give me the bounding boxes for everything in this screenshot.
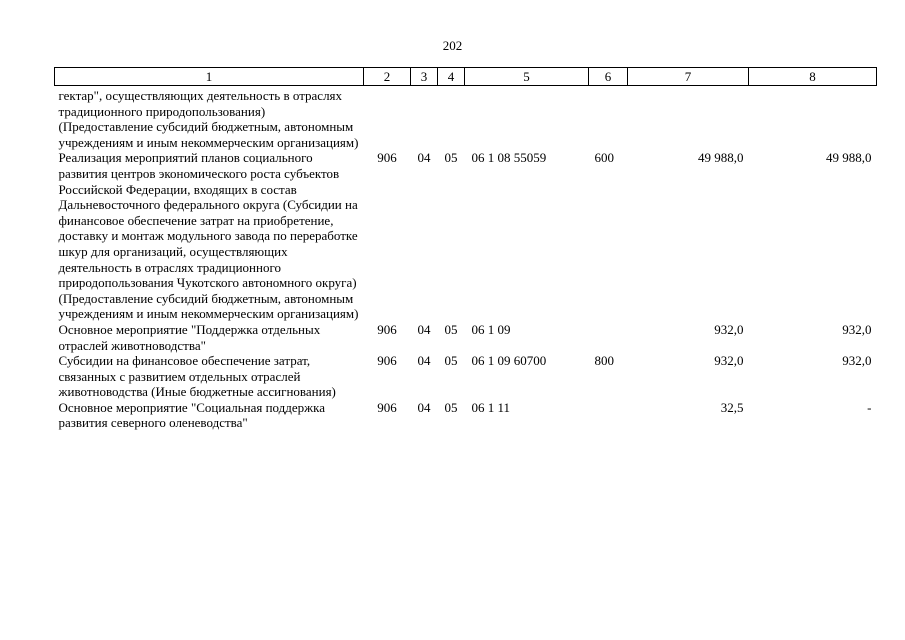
row-grbs: 906	[377, 399, 397, 415]
row-grbs: 906	[377, 321, 397, 337]
row-name: Реализация мероприятий планов социального развития центров экономического роста субъектов Российской Федерации, входящих в состав Дальневосточного федерального округа (Субсидии на финансовое обеспечение затрат на приобретение, доставку и монтаж модульного завода по переработке шкур для организаций, осуществляющих деятельность в отраслях традиционного природопользования Чукотского автономного округа) (Предоставление субсидий бюджетным, автономным учреждениям и иным некоммерческим организациям)	[58, 150, 359, 322]
row-target-article: 06 1 11	[471, 399, 511, 415]
row-expense-type: 800	[594, 353, 614, 369]
row-amount-2: 932,0	[842, 321, 872, 337]
table-row	[55, 86, 877, 151]
row-expense-type: 600	[594, 150, 614, 166]
row-section: 04	[417, 321, 431, 337]
row-subsection: 05	[444, 353, 458, 369]
row-section: 04	[417, 353, 431, 369]
column-header-4: 4	[438, 68, 465, 86]
row-section: 04	[417, 150, 431, 166]
budget-table	[54, 67, 877, 431]
row-grbs	[364, 86, 411, 151]
row-amount-2: 49 988,0	[826, 150, 872, 166]
row-name: Основное мероприятие "Социальная поддержка развития северного оленеводства"	[58, 399, 326, 431]
row-name: Субсидии на финансовое обеспечение затрат, связанных с развитием отдельных отраслей животноводства (Иные бюджетные ассигнования)	[58, 353, 336, 400]
row-amount-2: -	[867, 399, 872, 415]
column-header-1: 1	[55, 68, 364, 86]
row-amount-1	[628, 86, 749, 151]
row-subsection	[438, 86, 465, 151]
row-expense-type	[589, 322, 628, 353]
column-header-3: 3	[411, 68, 438, 86]
table-row	[55, 400, 877, 431]
row-target-article: 06 1 09	[471, 321, 511, 337]
row-section	[411, 86, 438, 151]
row-amount-1: 932,0	[714, 353, 744, 369]
row-expense-type	[589, 400, 628, 431]
table-row	[55, 150, 877, 322]
row-amount-1: 49 988,0	[698, 150, 744, 166]
row-section: 04	[417, 399, 431, 415]
header-row	[55, 68, 877, 86]
row-subsection: 05	[444, 399, 458, 415]
page-number: 202	[442, 38, 463, 53]
row-name: гектар", осуществляющих деятельность в отраслях традиционного природопользования) (Предоставление субсидий бюджетным, автономным учреждениям и иным некоммерческим организациям)	[58, 88, 359, 150]
row-amount-2: 932,0	[842, 353, 872, 369]
column-header-2: 2	[364, 68, 411, 86]
row-amount-1: 32,5	[720, 399, 744, 415]
row-grbs: 906	[377, 353, 397, 369]
row-name: Основное мероприятие "Поддержка отдельных отраслей животноводства"	[58, 321, 321, 353]
column-header-6: 6	[589, 68, 628, 86]
row-target-article: 06 1 09 60700	[471, 353, 547, 369]
row-amount-2	[749, 86, 877, 151]
row-target-article: 06 1 08 55059	[471, 150, 547, 166]
row-subsection: 05	[444, 150, 458, 166]
table-row	[55, 353, 877, 400]
table-row	[55, 322, 877, 353]
row-amount-1: 932,0	[714, 321, 744, 337]
row-expense-type	[589, 86, 628, 151]
column-header-5: 5	[465, 68, 589, 86]
row-grbs: 906	[377, 150, 397, 166]
column-header-7: 7	[628, 68, 749, 86]
column-header-8: 8	[749, 68, 877, 86]
row-subsection: 05	[444, 321, 458, 337]
row-target-article	[465, 86, 589, 151]
